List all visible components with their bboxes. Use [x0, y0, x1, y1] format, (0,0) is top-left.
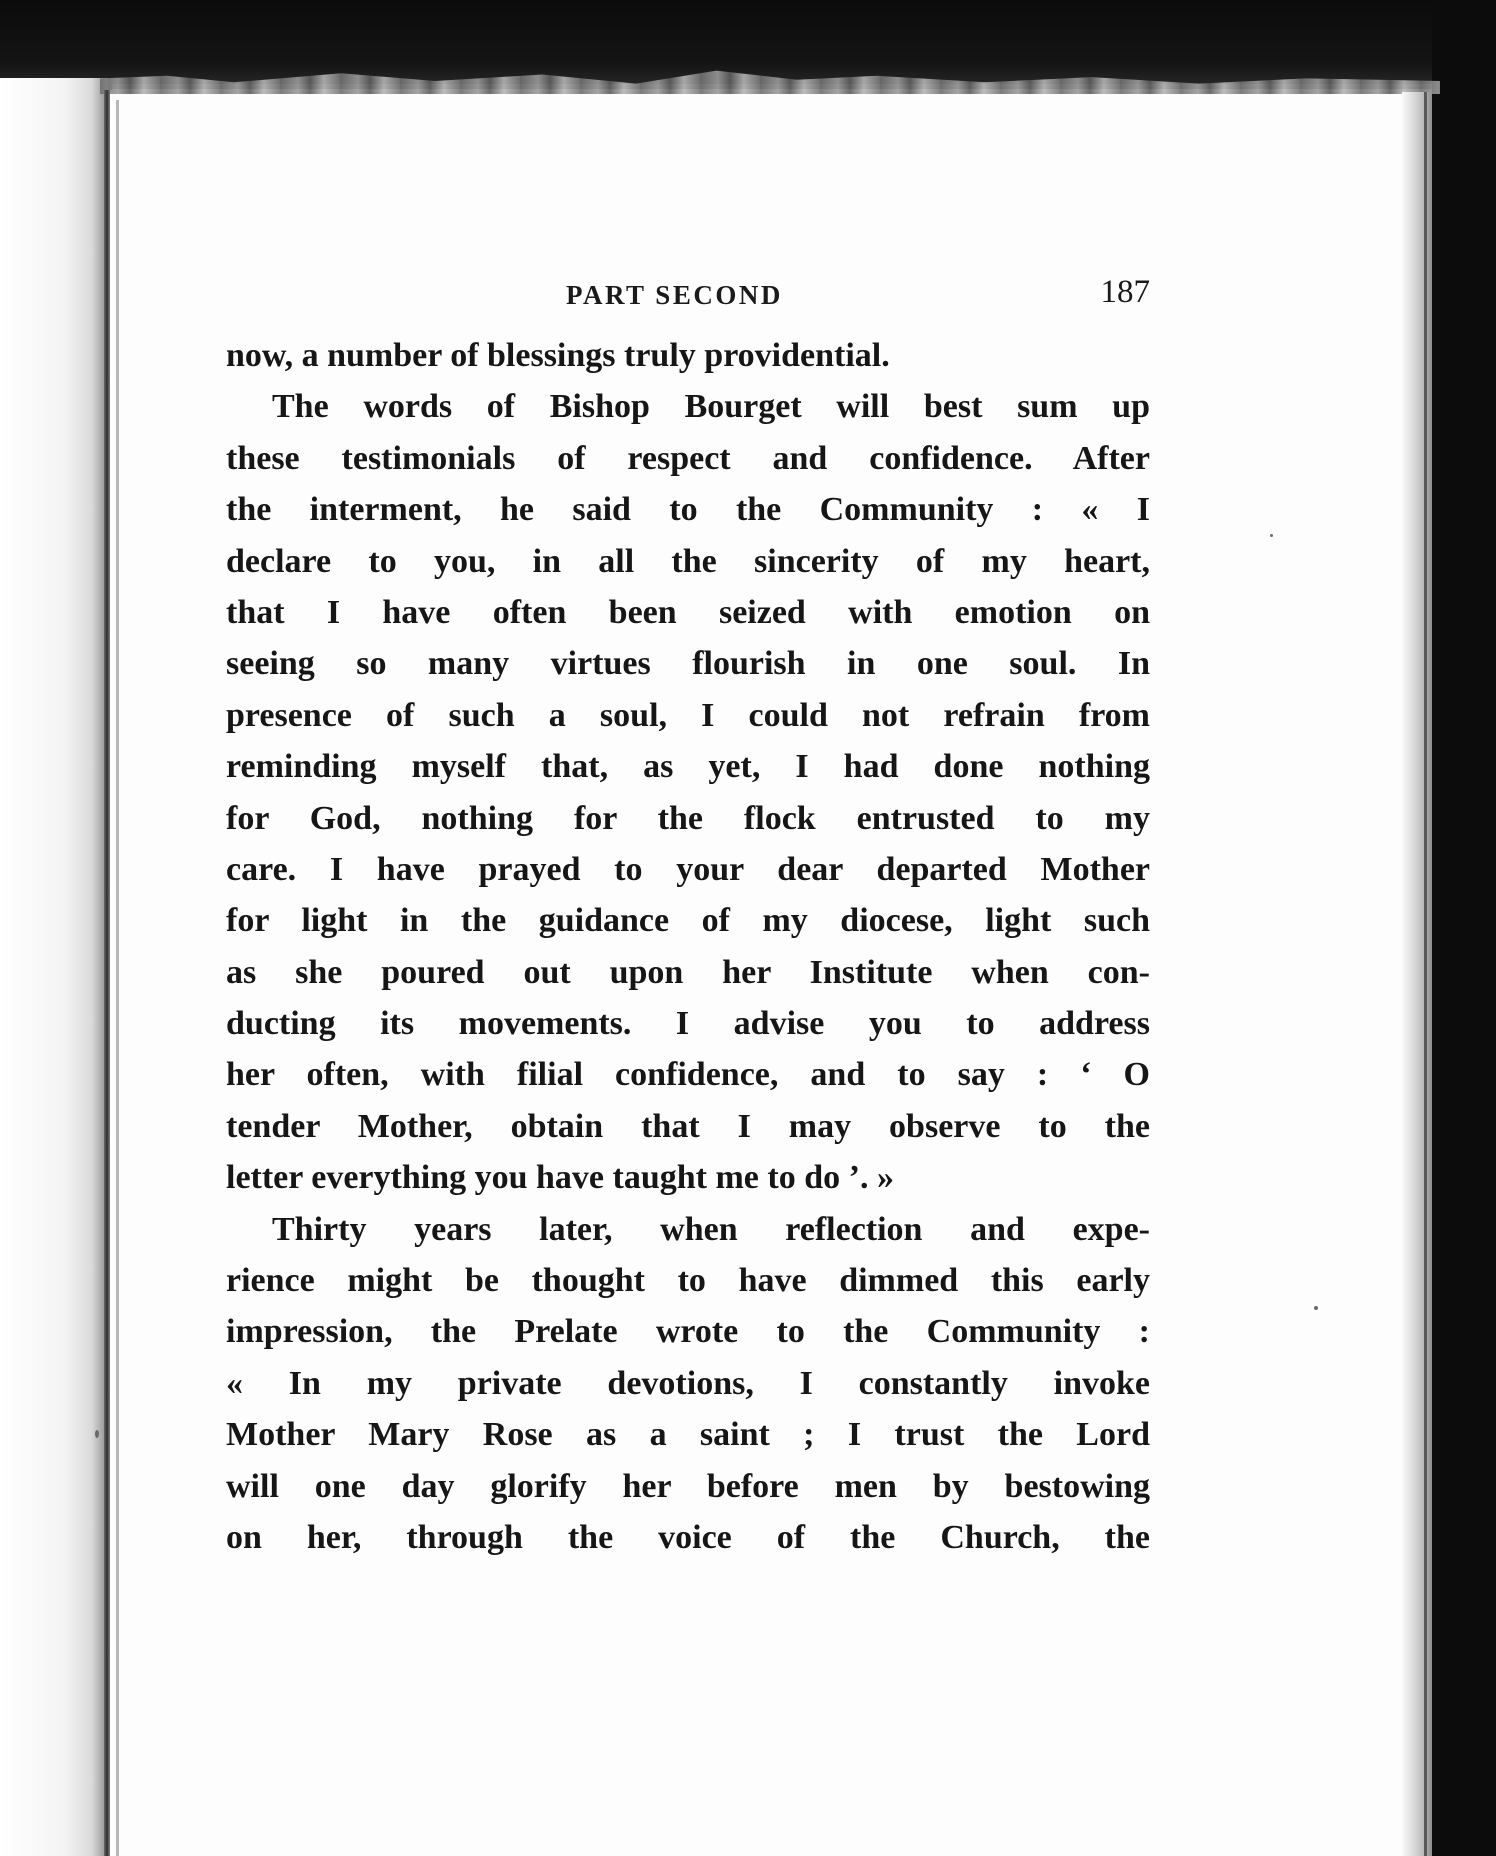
page-header [226, 276, 1150, 320]
gutter-shadow [116, 100, 119, 1856]
text-line: for light in the guidance of my diocese, light such [226, 902, 1150, 940]
text-line: seeing so many virtues flourish in one soul. In [226, 645, 1150, 683]
text-line: as she poured out upon her Institute when con- [226, 953, 1150, 991]
text-line: will one day glorify her before men by bestowing [226, 1467, 1150, 1505]
scan-speck [1314, 1306, 1318, 1310]
text-line: impression, the Prelate wrote to the Community : [226, 1313, 1150, 1351]
text-line: these testimonials of respect and confidence. After [226, 439, 1150, 477]
text-line: declare to you, in all the sincerity of my heart, [226, 542, 1150, 580]
scan-right-border [1432, 0, 1496, 1856]
text-line: « In my private devotions, I constantly invoke [226, 1364, 1150, 1402]
text-line: care. I have prayed to your dear departed Mother [226, 850, 1150, 888]
text-line: that I have often been seized with emotion on [226, 593, 1150, 631]
scan-speck [95, 1430, 99, 1438]
book-gutter [104, 90, 110, 1856]
page-fore-edge [1402, 92, 1432, 1856]
text-line: letter everything you have taught me to do ’. » [226, 1159, 894, 1197]
body-text [226, 330, 1150, 1563]
text-line: now, a number of blessings truly providential. [226, 337, 890, 374]
text-line: on her, through the voice of the Church, the [226, 1518, 1150, 1556]
text-line: the interment, he said to the Community : « I [226, 491, 1150, 529]
text-line: for God, nothing for the flock entrusted to my [226, 799, 1150, 837]
text-line: The words of Bishop Bourget will best sum up [272, 388, 1150, 426]
text-line: Mother Mary Rose as a saint ; I trust the Lord [226, 1416, 1150, 1454]
scan-speck [1270, 534, 1273, 537]
page-number: 187 [1100, 274, 1150, 310]
running-head: PART SECOND [566, 280, 783, 310]
text-line: rience might be thought to have dimmed this early [226, 1262, 1150, 1300]
text-line: reminding myself that, as yet, I had done nothing [226, 748, 1150, 786]
text-line: Thirty years later, when reflection and expe- [272, 1210, 1150, 1248]
facing-page-edge [0, 78, 108, 1856]
text-line: presence of such a soul, I could not refrain from [226, 696, 1150, 734]
text-line: tender Mother, obtain that I may observe to the [226, 1107, 1150, 1145]
text-line: ducting its movements. I advise you to address [226, 1005, 1150, 1043]
text-line: her often, with filial confidence, and to say : ‘ O [226, 1056, 1150, 1094]
